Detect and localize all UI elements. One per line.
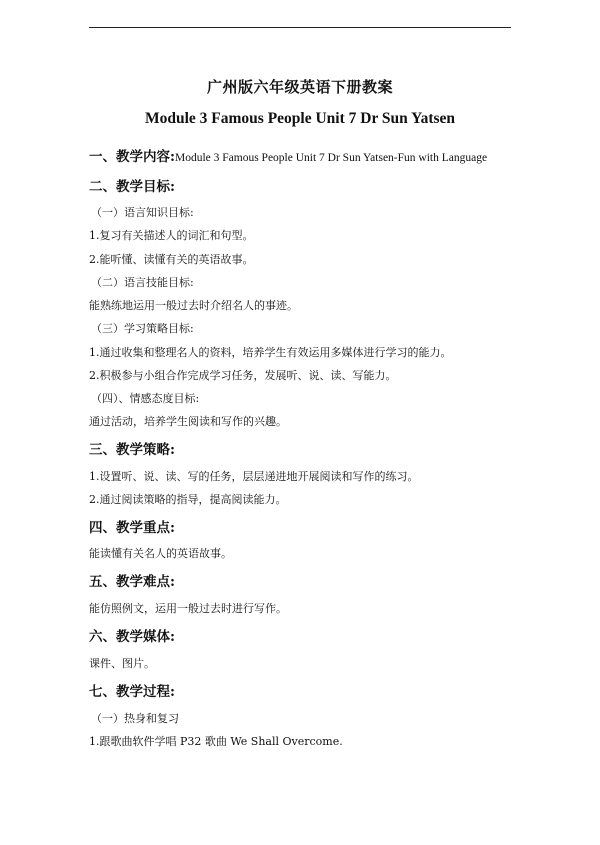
subheading-attitude-goals: （四）、情感态度目标:: [91, 392, 200, 405]
header-rule: [89, 27, 511, 28]
list-item: 2.通过阅读策略的指导，提高阅读能力。: [89, 493, 287, 506]
list-item: 通过活动，培养学生阅读和写作的兴趣。: [89, 415, 287, 428]
list-item: 2.能听懂、读懂有关的英语故事。: [89, 253, 254, 266]
subheading-knowledge-goals: （一）语言知识目标:: [91, 206, 194, 219]
section-heading-difficulties: 五、教学难点:: [89, 574, 175, 590]
list-item: 2.积极参与小组合作完成学习任务，发展听、说、读、写能力。: [89, 369, 397, 382]
section-heading-key-points: 四、教学重点:: [89, 520, 175, 536]
section-heading-objectives: 二、教学目标:: [89, 179, 175, 195]
section-heading-media: 六、教学媒体:: [89, 629, 175, 645]
document-title-english: Module 3 Famous People Unit 7 Dr Sun Yatsen: [144, 110, 456, 127]
teaching-content-label: 一、教学内容:: [89, 149, 175, 165]
list-item: 1.复习有关描述人的词汇和句型。: [89, 229, 254, 242]
teaching-content-line: [89, 145, 487, 165]
document-title-chinese: 广州版六年级英语下册教案: [206, 78, 393, 96]
section-heading-strategies: 三、教学策略:: [89, 442, 175, 458]
list-item: 1.通过收集和整理名人的资料，培养学生有效运用多媒体进行学习的能力。: [89, 346, 452, 359]
subheading-warm-up: （一）热身和复习: [91, 712, 179, 725]
subheading-skill-goals: （二）语言技能目标:: [91, 276, 194, 289]
list-item: 能熟练地运用一般过去时介绍名人的事迹。: [89, 299, 298, 312]
subheading-strategy-goals: （三）学习策略目标:: [91, 322, 194, 335]
list-item: 能仿照例文，运用一般过去时进行写作。: [89, 602, 287, 615]
section-heading-procedure: 七、教学过程:: [89, 684, 175, 700]
list-item: 1.跟歌曲软件学唱 P32 歌曲 We Shall Overcome.: [89, 735, 343, 748]
list-item: 能读懂有关名人的英语故事。: [89, 547, 232, 560]
teaching-content-text: Module 3 Famous People Unit 7 Dr Sun Yatsen-Fun with Language: [174, 152, 488, 164]
list-item: 课件、图片。: [89, 657, 155, 670]
list-item: 1.设置听、说、读、写的任务，层层递进地开展阅读和写作的练习。: [89, 470, 419, 483]
